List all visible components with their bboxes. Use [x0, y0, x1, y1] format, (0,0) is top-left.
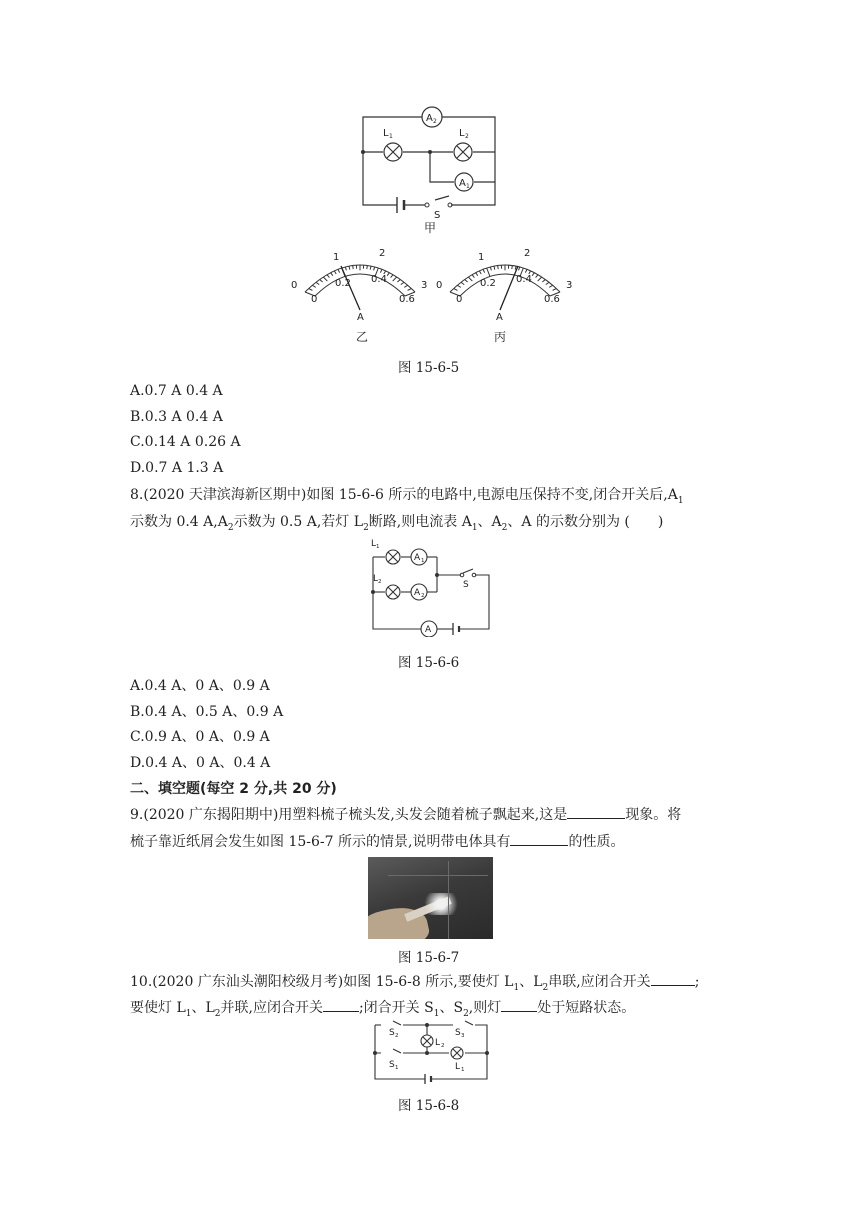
svg-text:1: 1 [376, 544, 380, 550]
svg-text:2: 2 [379, 248, 386, 259]
answer-blank[interactable] [651, 971, 695, 986]
figure-caption: 图 15-6-7 [398, 950, 460, 966]
svg-text:0: 0 [436, 280, 443, 291]
svg-text:0.2: 0.2 [480, 278, 496, 289]
q9-stem-line1: 9.(2020 广东揭阳期中)用塑料梳子梳头发,头发会随着梳子飘起来,这是 现象。将 [130, 804, 681, 825]
dial-tick [349, 266, 350, 270]
dial-tick [380, 269, 382, 272]
svg-text:2: 2 [421, 593, 425, 599]
section-title: 二、填空题(每空 2 分,共 20 分) [130, 781, 337, 797]
answer-blank[interactable] [323, 997, 359, 1012]
figure-caption: 图 15-6-8 [398, 1098, 460, 1114]
dial-tick [546, 282, 549, 284]
svg-text:0: 0 [456, 294, 463, 305]
lamp-l1-label: L [383, 128, 389, 139]
dial-tick [353, 265, 354, 269]
meter-unit: A [357, 312, 364, 323]
svg-text:A: A [496, 312, 503, 323]
dial-tick [387, 273, 389, 276]
circuit-jia-label: 甲 [424, 221, 437, 235]
dial-tick [374, 267, 375, 270]
q8-stem-line2: 示数为 0.4 $A,A_2$示数为 0.5 A,若灯 $L_2$断路,则电流表 $A_1$、$A_2$、A 的示数分别为 ( ) [130, 514, 664, 533]
dial-tick [519, 267, 520, 270]
svg-text:2: 2 [441, 1043, 445, 1049]
q7-option-c: C.0.14 A 0.26 A [130, 434, 241, 450]
figure-caption: 图 15-6-6 [398, 655, 460, 671]
answer-blank[interactable] [510, 831, 568, 846]
svg-text:0.6: 0.6 [544, 294, 560, 305]
svg-text:0: 0 [311, 294, 318, 305]
dial-tick [476, 273, 478, 276]
svg-text:A: A [414, 588, 421, 598]
dial-tick [404, 285, 407, 287]
q8-option-b: B.0.4 A、0.5 A、0.9 A [130, 704, 284, 720]
svg-text:L: L [455, 1062, 461, 1072]
svg-text:0.6: 0.6 [399, 294, 415, 305]
svg-text:L: L [373, 574, 379, 584]
svg-text:2: 2 [465, 133, 469, 140]
answer-blank[interactable] [567, 804, 625, 819]
dial-tick [345, 267, 346, 270]
dial-tick [323, 277, 327, 281]
svg-text:S: S [389, 1060, 395, 1070]
lamp-l2-label: L [459, 128, 465, 139]
svg-text:0: 0 [291, 280, 298, 291]
dial-tick [397, 280, 400, 283]
dial-tick [391, 275, 393, 278]
dial-tick [512, 265, 513, 269]
switch-s-label: S [434, 210, 441, 221]
svg-text:1: 1 [478, 252, 485, 263]
dial-tick [454, 289, 458, 291]
svg-text:L: L [435, 1038, 441, 1048]
svg-text:0.4: 0.4 [371, 274, 387, 285]
svg-text:1: 1 [395, 1065, 399, 1071]
dial-tick [487, 268, 490, 276]
figure-caption: 图 15-6-5 [398, 360, 460, 376]
dial-tick [536, 275, 538, 278]
svg-text:S: S [455, 1028, 461, 1038]
dial-tick [316, 282, 319, 284]
meter-yi-label: 乙 [356, 330, 369, 344]
dial-tick [327, 275, 329, 278]
dial-tick [553, 289, 557, 291]
svg-text:2: 2 [433, 118, 437, 125]
dial-tick [490, 267, 491, 270]
dial-tick [334, 271, 336, 274]
circuit-diagram-jia [355, 100, 505, 235]
dial-tick [472, 275, 474, 278]
dial-tick [370, 266, 371, 270]
dial-tick [320, 280, 323, 283]
q10-stem-line2: 要使灯 $L_1$、$L_2$并联,应闭合开关 ;闭合开关 $S_1$、$S_2$,则灯 处于短路状态。 [130, 997, 635, 1024]
dial-tick [542, 280, 545, 283]
dial-tick [468, 277, 472, 281]
q7-option-a: A.0.7 A 0.4 A [130, 383, 223, 399]
q8-option-d: D.0.4 A、0 A、0.4 A [130, 755, 271, 771]
q7-option-d: D.0.7 A 1.3 A [130, 460, 224, 476]
q8-option-c: C.0.9 A、0 A、0.9 A [130, 729, 270, 745]
dial-tick [331, 273, 333, 276]
dial-tick [367, 265, 368, 269]
dial-tick [309, 289, 313, 291]
svg-text:3: 3 [461, 1033, 465, 1039]
q8-option-a: A.0.4 A、0 A、0.9 A [130, 678, 270, 694]
dial-tick [401, 282, 404, 284]
dial-tick [549, 285, 552, 287]
svg-text:L: L [371, 539, 377, 549]
q8-stem-line1: 8.(2020 天津滨海新区期中)如图 15-6-6 所示的电路中,电源电压保持不变,闭合开关后$,A_1$ [130, 487, 684, 506]
meter-bing-label: 丙 [494, 330, 507, 344]
dial-tick [532, 273, 534, 276]
svg-text:1: 1 [333, 252, 340, 263]
dial-tick [408, 289, 412, 291]
ammeter-a2-label: A [426, 113, 433, 124]
svg-text:1: 1 [461, 1067, 465, 1073]
ammeter-dial-bing [430, 244, 580, 324]
dial-tick [498, 265, 499, 269]
svg-text:1: 1 [466, 183, 470, 190]
dial-tick [494, 266, 495, 270]
svg-text:2: 2 [395, 1033, 399, 1039]
comb-paper-scraps-photo [368, 857, 493, 939]
svg-text:A: A [425, 625, 432, 635]
answer-blank[interactable] [501, 997, 537, 1012]
circuit-diagram-15-6-6 [365, 537, 495, 637]
dial-tick [483, 269, 485, 272]
svg-text:A: A [414, 553, 421, 563]
circuit-diagram-15-6-8 [365, 1017, 495, 1087]
svg-text:3: 3 [566, 280, 573, 291]
dial-tick [538, 277, 542, 281]
q10-stem-line1: 10.(2020 广东汕头潮阳校级月考)如图 15-6-8 所示,要使灯 $L_1$、$L_2$串联,应闭合开关 ; [130, 971, 699, 998]
svg-text:S: S [389, 1028, 395, 1038]
svg-text:0.2: 0.2 [335, 278, 351, 289]
ammeter-a1-label: A [459, 178, 466, 189]
ammeter-dial-yi [285, 244, 435, 324]
dial-tick [525, 269, 527, 272]
dial-tick [515, 266, 516, 270]
dial-tick [312, 285, 315, 287]
q7-option-b: B.0.3 A 0.4 A [130, 409, 223, 425]
svg-text:2: 2 [524, 248, 531, 259]
dial-tick [457, 285, 460, 287]
svg-text:S: S [463, 580, 469, 590]
svg-text:2: 2 [378, 579, 382, 585]
dial-tick [338, 269, 340, 272]
dial-tick [461, 282, 464, 284]
dial-tick [393, 277, 397, 281]
svg-text:0.4: 0.4 [516, 274, 532, 285]
svg-text:1: 1 [389, 133, 393, 140]
dial-tick [479, 271, 481, 274]
svg-text:1: 1 [421, 558, 425, 564]
meter-needle [500, 266, 518, 310]
q9-stem-line2: 梳子靠近纸屑会发生如图 15-6-7 所示的情景,说明带电体具有 的性质。 [130, 831, 624, 852]
dial-tick [465, 280, 468, 283]
svg-text:3: 3 [421, 280, 428, 291]
